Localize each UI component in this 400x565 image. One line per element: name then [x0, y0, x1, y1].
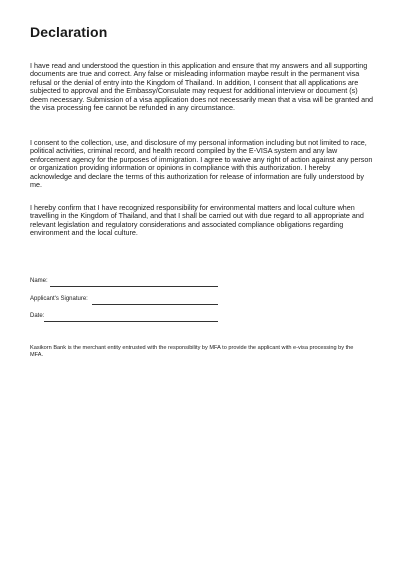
- date-label: Date:: [30, 313, 45, 319]
- declaration-paragraph-accuracy: I have read and understood the question in this application and ensure that my answers and all supporting documents are true and correct. Any false or misleading information maybe result in the permanent visa refusal or the denial of entry into the Kingdom of Thailand. In addition, I consent that all applications are subjected to approval and the Embassy/Consulate may request for additional interview or document (s) deem necessary. Submission of a visa application does not necessarily mean that a visa will be granted and the visa processing fee cannot be refunded in any circumstance.: [30, 61, 374, 113]
- date-row: [30, 313, 220, 323]
- signature-label: Applicant's Signature:: [30, 296, 88, 302]
- declaration-paragraph-environment: I hereby confirm that I have recognized responsibility for environmental matters and local culture when travelling in the Kingdom of Thailand, and that I shall be carried out with due regard to all appropriate and relevant legislation and regulatory considerations and associated compliance obligations regarding environment and the local culture.: [30, 203, 364, 238]
- signature-row: [30, 296, 220, 306]
- signature-line[interactable]: [92, 304, 218, 305]
- name-label: Name:: [30, 278, 48, 284]
- page-title: Declaration: [30, 24, 108, 40]
- name-line[interactable]: [50, 286, 218, 287]
- declaration-paragraph-consent: I consent to the collection, use, and disclosure of my personal information including but not limited to race, political activities, criminal record, and health record compiled by the E-VISA system and any law enforcement agency for the purposes of immigration. I agree to waive any right of action against any person or organization providing information or opinions in compliance with this authorization. I hereby acknowledge and declare the terms of this authorization for release of information are fully understood by me.: [30, 138, 373, 190]
- name-row: [30, 278, 220, 288]
- date-line[interactable]: [44, 321, 218, 322]
- footnote: Kasikorn Bank is the merchant entity entrusted with the responsibility by MFA to provide the applicant with e-visa processing by the MFA.: [30, 345, 354, 359]
